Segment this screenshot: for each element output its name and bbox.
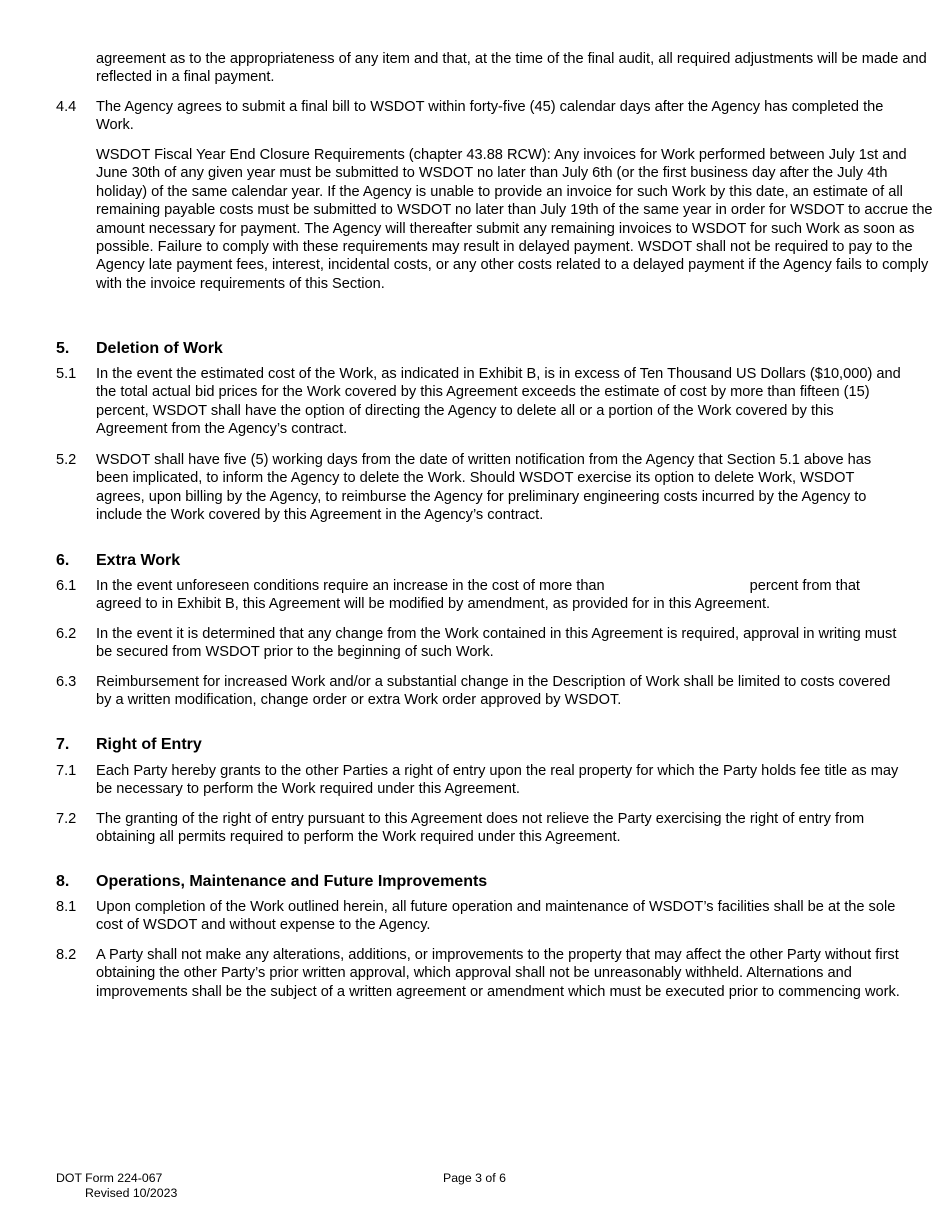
clause-text-before: In the event unforeseen conditions require an increase in the cost of more than [96,578,605,594]
clause-text: A Party shall not make any alterations, additions, or improvements to the property that may affect the other Party without first obtaining the other Party’s prior written approval, which approval shall not be unreasonably withheld. Alternations and improvements shall be the subject of a written agreement or amendment which must be executed prior to commencing work. [96,947,900,1000]
clause-6-3 [56,673,901,710]
section-4-4 [56,98,901,135]
clause-8-2 [56,946,901,1001]
clause-text: Each Party hereby grants to the other Parties a right of entry upon the real property for which the Party holds fee title as may be necessary to perform the Work required under this Agreement. [96,763,899,798]
footer-revised-date: Revised 10/2023 [85,1186,178,1200]
clause-text-after: percent from that agreed to in Exhibit B, this Agreement will be modified by amendment, as provided for in this Agreement. [96,578,860,613]
section-title: Extra Work [96,552,181,569]
fiscal-year-text: WSDOT Fiscal Year End Closure Requirements (chapter 43.88 RCW): Any invoices for Work performed between July 1st and June 30th of any given year must be submitted to WSDOT no later than July 6th (or the first business day after the July 4th holiday) of the same calendar year. If the Agency is unable to provide an invoice for such Work by this date, an estimate of all remaining payable costs must be submitted to WSDOT no later than July 19th of the same year in order for WSDOT to accrue the amount necessary for payment. The Agency will thereafter submit any remaining invoices to WSDOT for such Work as soon as possible. Failure to comply with these requirements may result in delayed payment. WSDOT shall not be required to pay to the Agency late payment fees, interest, incidental costs, or any other costs related to a delayed payment if the Agency fails to comply with the invoice requirements of this Section. [96,147,933,292]
clause-5-2 [56,451,901,525]
clause-7-2 [56,810,901,847]
clause-number: 6.2 [56,626,77,642]
clause-text: In the event it is determined that any change from the Work contained in this Agreement is required, approval in writing must be secured from WSDOT prior to the beginning of such Work. [96,626,897,661]
clause-5-1 [56,365,901,439]
intro-paragraph [56,50,941,87]
intro-text: agreement as to the appropriateness of any item and that, at the time of the final audit, all required adjustments will be made and reflected in a final payment. [96,51,927,86]
clause-number: 8.1 [56,899,77,915]
clause-number: 8.2 [56,947,77,963]
clause-number: 6.3 [56,674,77,690]
clause-number: 5.2 [56,452,77,468]
clause-text: Reimbursement for increased Work and/or a substantial change in the Description of Work shall be limited to costs covered by a written modification, change order or extra Work order approved by WSDOT. [96,674,891,709]
section-number: 5. [56,340,70,357]
clause-text: Upon completion of the Work outlined herein, all future operation and maintenance of WSDOT’s facilities shall be at the sole cost of WSDOT and without expense to the Agency. [96,899,896,934]
section-title: Right of Entry [96,736,202,753]
clause-number: 6.1 [56,578,77,594]
clause-7-1 [56,762,901,799]
section-5-heading [56,340,901,358]
clause-number: 4.4 [56,99,77,115]
section-number: 6. [56,552,70,569]
fiscal-year-paragraph [56,146,941,293]
section-7-heading [56,736,901,754]
section-number: 8. [56,873,70,890]
section-number: 7. [56,736,70,753]
section-title: Deletion of Work [96,340,223,357]
clause-text: WSDOT shall have five (5) working days from the date of written notification from the Agency that Section 5.1 above has been implicated, to inform the Agency to delete the Work. Should WSDOT exercise its option to delete Work, WSDOT agrees, upon billing by the Agency, to reimburse the Agency for preliminary engineering costs incurred by the Agency to include the Work covered by this Agreement in the Agency’s contract. [96,452,872,524]
footer-form-number: DOT Form 224-067 [56,1171,163,1185]
section-8-heading [56,873,901,891]
clause-8-1 [56,898,901,935]
footer-page-number: Page 3 of 6 [443,1171,506,1185]
section-title: Operations, Maintenance and Future Improvements [96,873,488,890]
clause-6-1 [56,577,901,614]
clause-number: 7.1 [56,763,77,779]
section-6-heading [56,552,901,570]
clause-text [96,577,901,614]
clause-text: The Agency agrees to submit a final bill to WSDOT within forty-five (45) calendar days after the Agency has completed the Work. [96,99,884,134]
clause-text: The granting of the right of entry pursuant to this Agreement does not relieve the Party exercising the right of entry from obtaining all permits required to perform the Work required under this Agreement. [96,811,865,846]
clause-text: In the event the estimated cost of the Work, as indicated in Exhibit B, is in excess of Ten Thousand US Dollars ($10,000) and the total actual bid prices for the Work covered by this Agreement exceeds the estimate of cost by more than fifteen (15) percent, WSDOT shall have the option of directing the Agency to delete all or a portion of the Work covered by this Agreement from the Agency’s contract. [96,366,901,438]
clause-6-2 [56,625,901,662]
clause-number: 7.2 [56,811,77,827]
clause-number: 5.1 [56,366,77,382]
